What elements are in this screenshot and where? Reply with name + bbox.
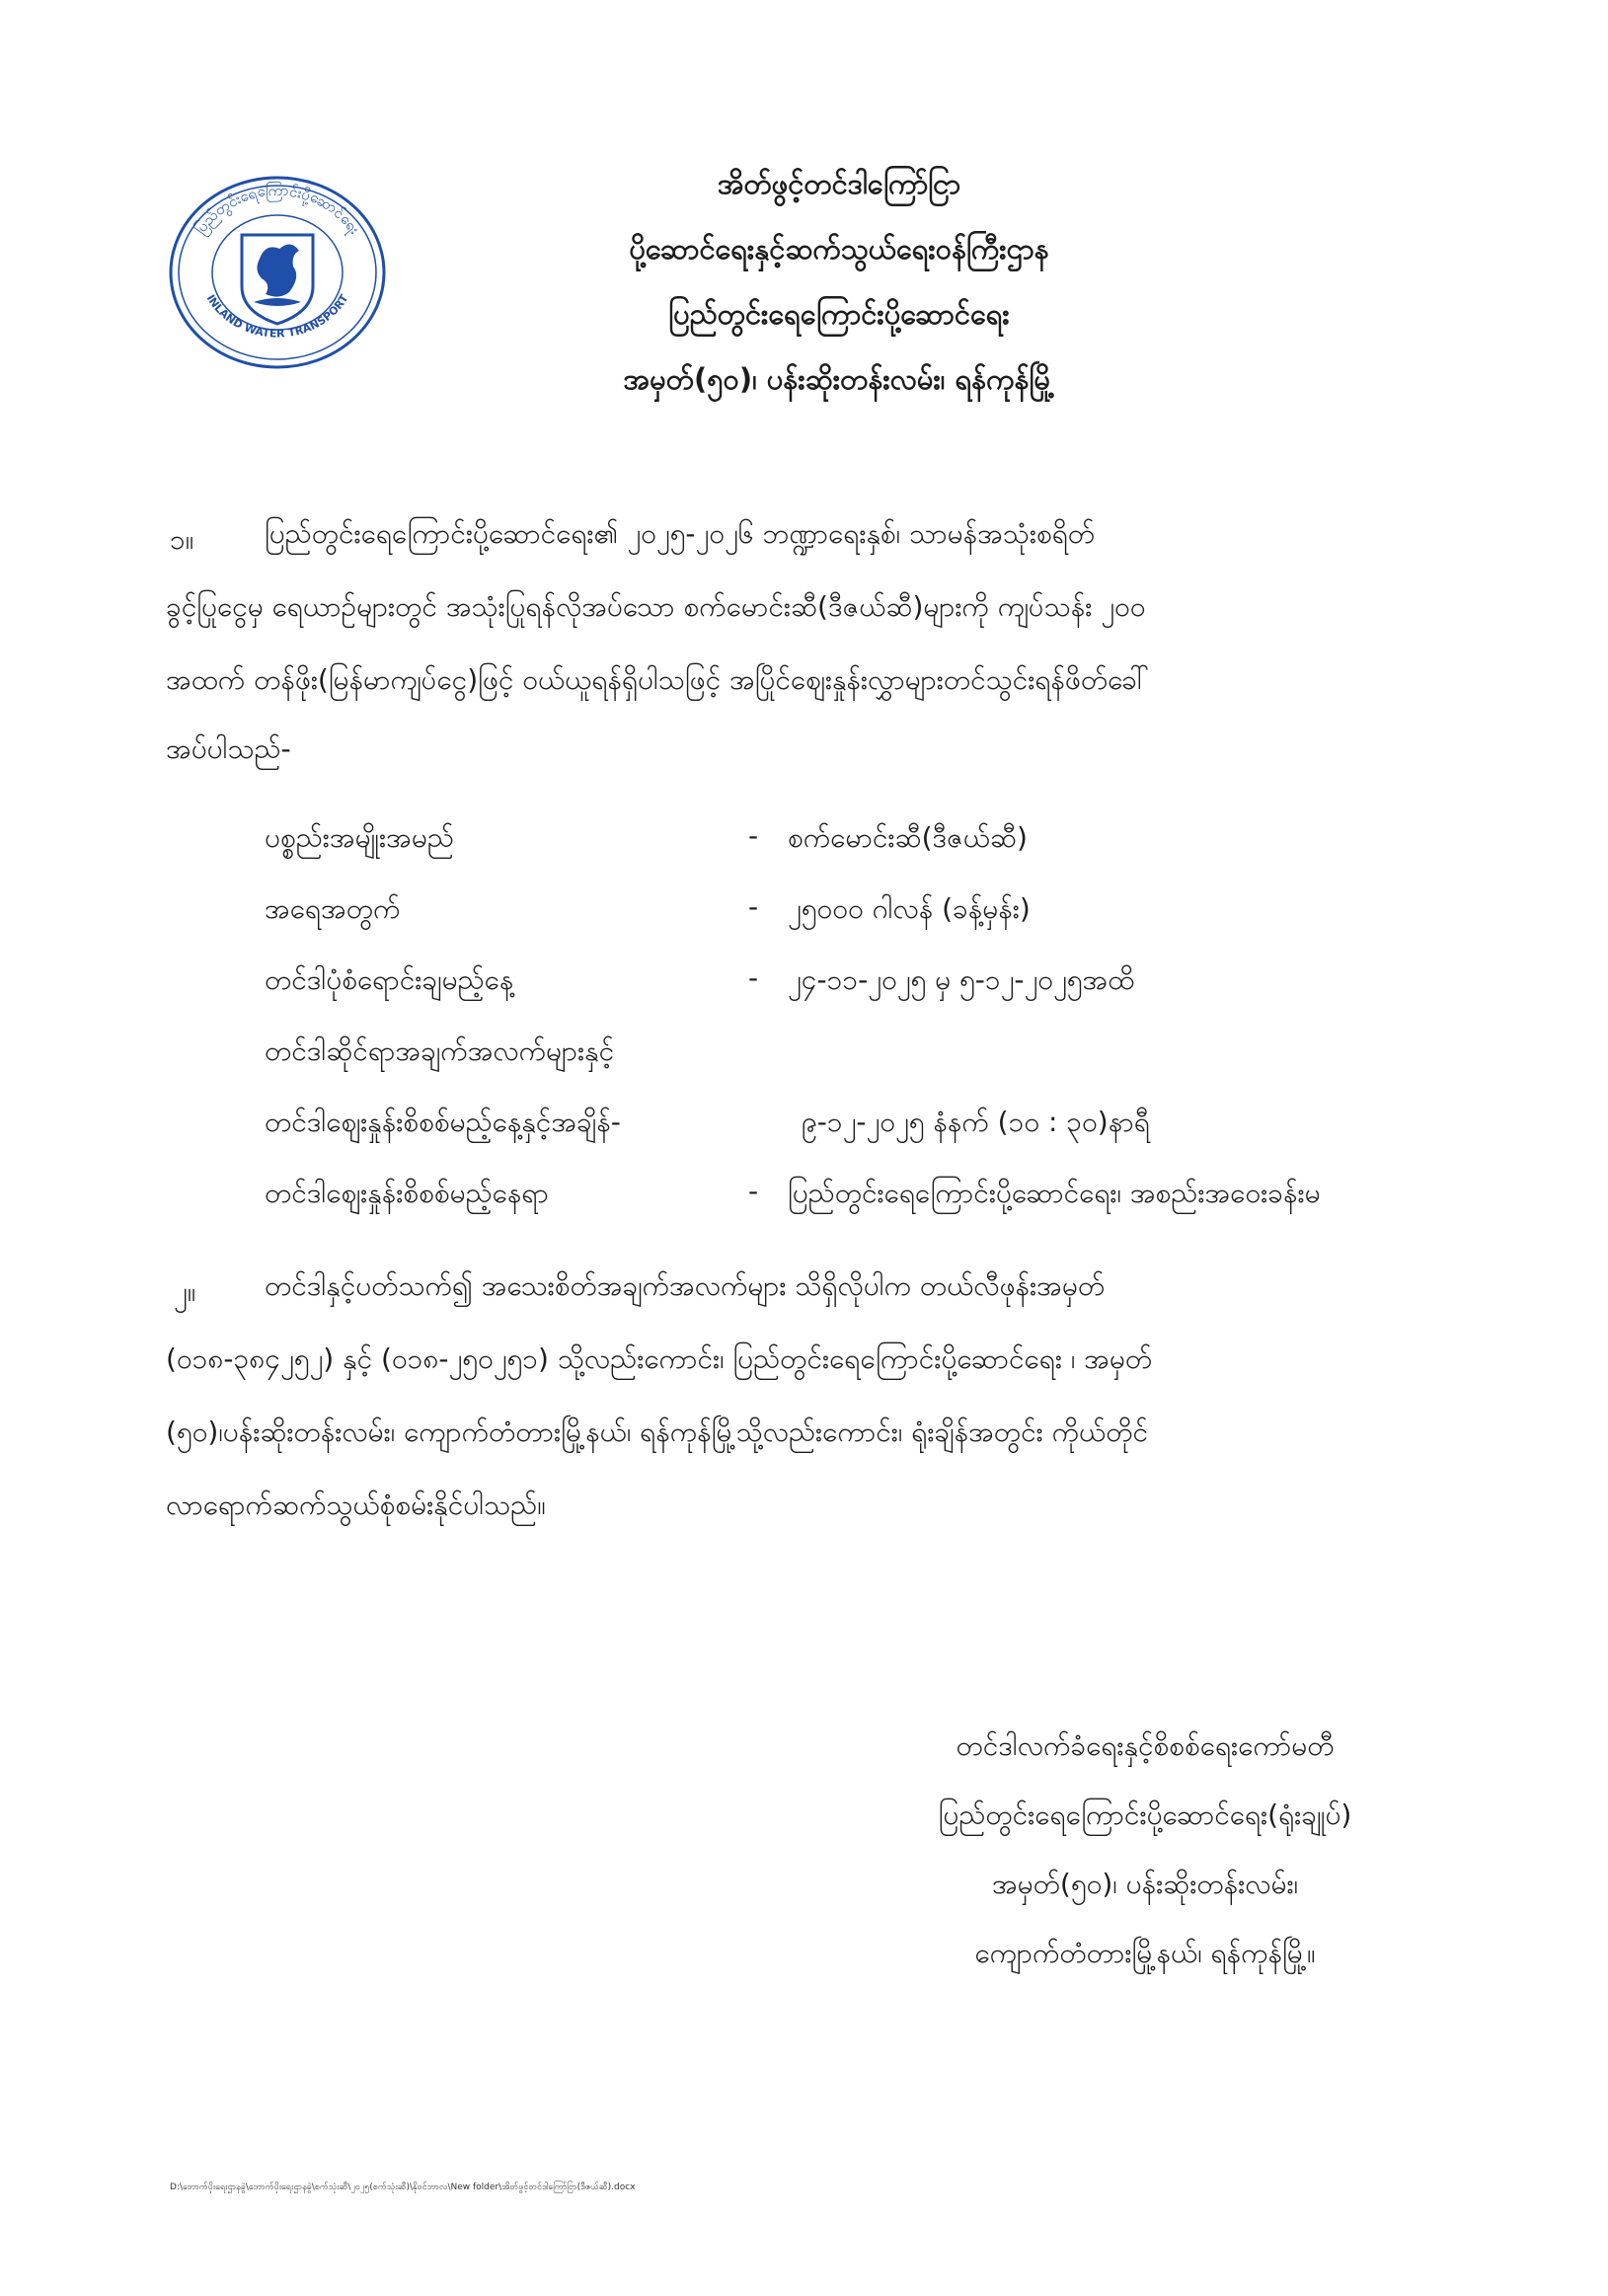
field-label-item: ပစ္စည်းအမျိုးအမည် bbox=[265, 821, 454, 854]
field-value-item: စက်မောင်းဆီ(ဒီဇယ်ဆီ) bbox=[788, 821, 1028, 854]
header-title: အိတ်ဖွင့်တင်ဒါကြော်ငြာ bbox=[717, 167, 961, 200]
signature-address: အမှတ်(၅၀)၊ ပန်းဆိုးတန်းလမ်း၊ bbox=[991, 1868, 1299, 1900]
field-value-sale-date: ၂၄-၁၁-၂၀၂၅ မှ ၅-၁၂-၂၀၂၅အထိ bbox=[788, 963, 1135, 996]
field-label-sale-date: တင်ဒါပုံစံရောင်းချမည့်နေ့ bbox=[265, 963, 514, 996]
section-1-line-2: ခွင့်ပြုငွေမှ ရေယာဉ်များတွင် အသုံးပြုရန်လိုအပ်သော စက်မောင်းဆီ(ဒီဇယ်ဆီ)များကို ကျပ်သန်း ၂၀၀ bbox=[166, 590, 1146, 623]
svg-text:ပြည်တွင်းရေကြောင်းပို့ဆောင်ရေး bbox=[191, 180, 363, 239]
signature-committee: တင်ဒါလက်ခံရေးနှင့်စိစစ်ရေးကော်မတီ bbox=[956, 1729, 1335, 1762]
section-2-line-4: လာရောက်ဆက်သွယ်စုံစမ်းနိုင်ပါသည်။ bbox=[166, 1489, 546, 1521]
field-sep-quantity: - bbox=[748, 890, 759, 923]
section-2-line-1: တင်ဒါနှင့်ပတ်သက်၍ အသေးစိတ်အချက်အလက်များ သိရှိလိုပါက တယ်လီဖုန်းအမှတ် bbox=[265, 1269, 1106, 1302]
section-1-line-4: အပ်ပါသည်- bbox=[166, 732, 291, 765]
seal-bottom-text: INLAND WATER TRANSPORT bbox=[203, 292, 351, 341]
field-sep-item: - bbox=[748, 819, 759, 852]
section-2-number: ၂။ bbox=[174, 1275, 196, 1308]
field-value-evaluation-time: ၉-၁၂-၂၀၂၅ နံနက် (၁၀ : ၃၀)နာရီ bbox=[802, 1106, 1150, 1138]
field-sep-evaluation-place: - bbox=[748, 1175, 759, 1207]
field-label-evaluation-time: တင်ဒါဈေးနှုန်းစိစစ်မည့်နေ့နှင့်အချိန်- bbox=[265, 1106, 621, 1138]
header-department: ပြည်တွင်းရေကြောင်းပို့ဆောင်ရေး bbox=[668, 297, 1010, 331]
header-ministry: ပို့ဆောင်ရေးနှင့်ဆက်သွယ်ရေးဝန်ကြီးဌာန bbox=[629, 232, 1049, 266]
signature-department: ပြည်တွင်းရေကြောင်းပို့ဆောင်ရေး(ရုံးချုပ်) bbox=[938, 1799, 1352, 1831]
header-address: အမှတ်(၅၀)၊ ပန်းဆိုးတန်းလမ်း၊ ရန်ကုန်မြို့ bbox=[623, 362, 1055, 396]
field-value-evaluation-place: ပြည်တွင်းရေကြောင်းပို့ဆောင်ရေး၊ အစည်းအဝေးခန်းမ bbox=[788, 1177, 1321, 1209]
section-2-line-2: (၀၁၈-၃၈၄၂၅၂) နှင့် (၀၁၈-၂၅၀၂၅၁) သို့လည်းကောင်း၊ ပြည်တွင်းရေကြောင်းပို့ဆောင်ရေး ၊ အမှတ် bbox=[166, 1342, 1153, 1375]
footer-file-path: D:\ဘောက်ပိုးရေးဌာနခွဲ\ဘောက်ပိုးရေးဌာနခွဲ\စက်သုံးဆီ\၂၀၂၅(စက်သုံးဆီ)\နိုဝင်ဘာလ\New folder\အိတ်ဖွင့်တင်ဒါကြော်ငြာ(ဒီဇယ်ဆီ).docx bbox=[170, 2182, 636, 2192]
section-1-line-1: ပြည်တွင်းရေကြောင်းပို့ဆောင်ရေး၏ ၂၀၂၅-၂၀၂၆ ဘဏ္ဍာရေးနှစ်၊ သာမန်အသုံးစရိတ် bbox=[265, 517, 1096, 550]
section-1-number: ၁။ bbox=[170, 523, 194, 556]
field-label-quantity: အရေအတွက် bbox=[265, 892, 401, 925]
section-2-line-3: (၅၀)၊ပန်းဆိုးတန်းလမ်း၊ ကျောက်တံတားမြို့နယ်၊ ရန်ကုန်မြို့သို့လည်းကောင်း၊ ရုံးချိန်အတွင်း ကိုယ်တိုင် bbox=[166, 1416, 1148, 1448]
inland-water-transport-seal bbox=[163, 168, 392, 371]
signature-township: ကျောက်တံတားမြို့နယ်၊ ရန်ကုန်မြို့။ bbox=[974, 1937, 1316, 1969]
seal-top-text: ပြည်တွင်းရေကြောင်းပို့ဆောင်ရေး bbox=[191, 181, 364, 238]
field-label-info: တင်ဒါဆိုင်ရာအချက်အလက်များနှင့် bbox=[265, 1034, 615, 1067]
section-1-line-3: အထက် တန်ဖိုး(မြန်မာကျပ်ငွေ)ဖြင့် ဝယ်ယူရန်ရှိပါသဖြင့် အပြိုင်ဈေးနှုန်းလွှာများတင်သွင်းရန်ဖိတ်ခေါ် bbox=[166, 663, 1150, 696]
field-value-quantity: ၂၅၀၀၀ ဂါလန် (ခန့်မှန်း) bbox=[788, 892, 1031, 925]
hintha-bird-icon bbox=[242, 235, 313, 324]
field-label-evaluation-place: တင်ဒါဈေးနှုန်းစိစစ်မည့်နေရာ bbox=[265, 1177, 549, 1209]
field-sep-sale-date: - bbox=[748, 961, 759, 994]
